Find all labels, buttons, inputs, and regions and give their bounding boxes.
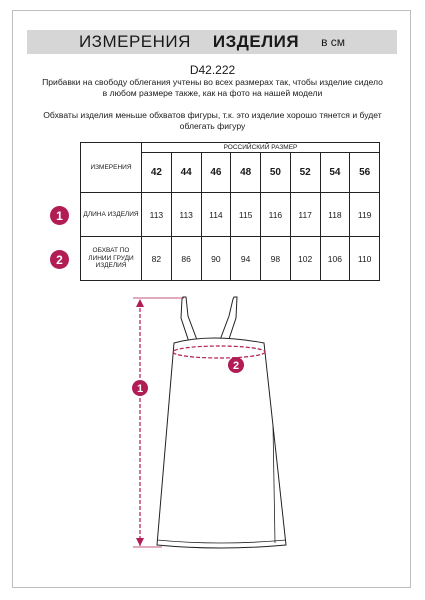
row-label-chest: ОБХВАТ ПО ЛИНИИ ГРУДИ ИЗДЕЛИЯ [81, 237, 142, 281]
row-marker-length: 1 [50, 206, 69, 225]
size-header: 52 [290, 153, 320, 193]
size-header: 42 [142, 153, 172, 193]
table-cell: 86 [171, 237, 201, 281]
size-header: 54 [320, 153, 350, 193]
dress-outline [157, 338, 286, 548]
table-cell: 118 [320, 193, 350, 237]
size-header: 56 [350, 153, 380, 193]
table-cell: 102 [290, 237, 320, 281]
table-cell: 82 [142, 237, 172, 281]
size-group-header: РОССИЙСКИЙ РАЗМЕР [142, 143, 380, 153]
size-header: 46 [201, 153, 231, 193]
table-cell: 113 [142, 193, 172, 237]
measure-header: ИЗМЕРЕНИЯ [81, 143, 142, 193]
right-strap [220, 297, 237, 342]
title-word-product: ИЗДЕЛИЯ [212, 32, 300, 51]
diagram-marker-length-text: 1 [136, 383, 144, 395]
size-header: 50 [261, 153, 291, 193]
title-word-measurements: ИЗМЕРЕНИЯ [78, 32, 191, 51]
left-strap [181, 297, 197, 342]
length-arrow-bottom [136, 538, 144, 546]
diagram-marker-chest-text: 2 [232, 360, 240, 372]
size-header: 44 [171, 153, 201, 193]
table-cell: 117 [290, 193, 320, 237]
table-cell: 98 [261, 237, 291, 281]
table-cell: 106 [320, 237, 350, 281]
size-header: 48 [231, 153, 261, 193]
table-cell: 116 [261, 193, 291, 237]
row-marker-chest: 2 [50, 250, 69, 269]
table-cell: 114 [201, 193, 231, 237]
row-label-length: ДЛИНА ИЗДЕЛИЯ [81, 193, 142, 237]
model-code: D42.222 [189, 63, 236, 77]
table-cell: 113 [171, 193, 201, 237]
title-unit: в см [321, 35, 346, 49]
table-cell: 94 [231, 237, 261, 281]
note-allowances: Прибавки на свободу облегания учтены во всех размерах так, чтобы изделие сидело в любом размере также, как на фото на нашей модели [42, 77, 383, 98]
length-arrow-top [136, 299, 144, 307]
table-cell: 110 [350, 237, 380, 281]
table-cell: 90 [201, 237, 231, 281]
table-cell: 115 [231, 193, 261, 237]
table-cell: 119 [350, 193, 380, 237]
note-stretch: Обхваты изделия меньше обхватов фигуры, т.к. это изделие хорошо тянется и будет облегать фигуру [43, 110, 382, 131]
